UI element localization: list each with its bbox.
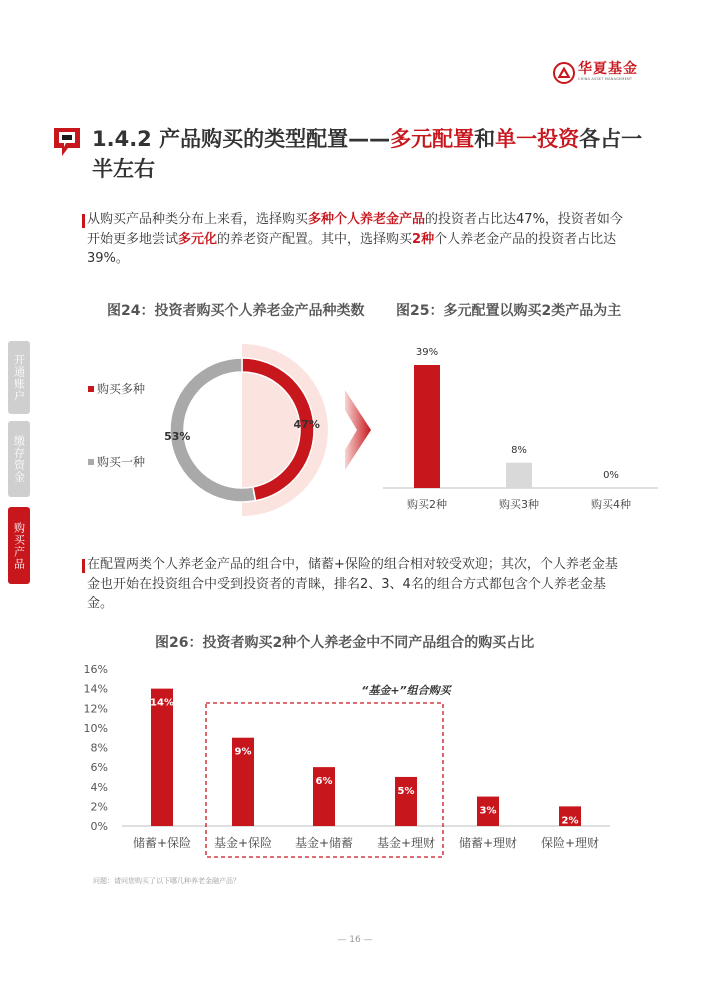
page-number: — 16 — bbox=[337, 935, 373, 945]
fig26-value-label-3: 5% bbox=[397, 785, 415, 797]
fig26-ytick-2: 4% bbox=[90, 780, 108, 794]
fig26-ytick-3: 6% bbox=[90, 761, 108, 775]
fig26-bar-0 bbox=[151, 689, 173, 826]
fig26-ytick-4: 8% bbox=[90, 741, 108, 755]
logo-subtext: CHINA ASSET MANAGEMENT bbox=[578, 77, 633, 81]
donut-label-1: 53% bbox=[164, 430, 191, 444]
fig25-category-label-1: 购买3种 bbox=[499, 498, 539, 511]
fig24-title: 图24：投资者购买个人养老金产品种类数 bbox=[107, 303, 365, 319]
fig26-ytick-1: 2% bbox=[90, 800, 108, 814]
legend-buy-multiple: 购买多种 bbox=[88, 380, 145, 397]
fig25-value-label-1: 8% bbox=[511, 444, 527, 456]
fig26-category-label-5: 保险+理财 bbox=[540, 836, 600, 850]
fig25-title: 图25：多元配置以购买2类产品为主 bbox=[396, 303, 622, 319]
fig26-value-label-4: 3% bbox=[479, 805, 497, 817]
fig26-category-label-2: 基金+储蓄 bbox=[294, 836, 354, 850]
logo-text: 华夏基金 bbox=[578, 61, 638, 77]
fig26-ytick-5: 10% bbox=[83, 721, 108, 735]
fig25-value-label-0: 39% bbox=[415, 347, 439, 358]
fig26-bar-chart bbox=[80, 660, 620, 860]
paragraph-marker bbox=[82, 214, 85, 228]
combination-paragraph: 在配置两类个人养老金产品的组合中，储蓄+保险的组合相对较受欢迎；其次，个人养老金基金也开始在投资组合中受到投资者的青睐，排名2、3、4名的组合方式都包含个人养老金基金。 bbox=[87, 557, 618, 611]
side-tab-buy-products[interactable]: 购买产品 bbox=[8, 507, 30, 584]
logo-triangle-icon bbox=[553, 62, 575, 84]
fig26-ytick-8: 16% bbox=[83, 663, 108, 676]
paragraph-marker bbox=[82, 559, 85, 573]
fig26-title: 图26：投资者购买2种个人养老金中不同产品组合的购买占比 bbox=[155, 635, 535, 651]
side-tab-open-account[interactable]: 开通账户 bbox=[8, 341, 30, 414]
intro-paragraph: 从购买产品种类分布上来看，选择购买多种个人养老金产品的投资者占比达47%，投资者如今开始更多地尝试多元化的养老资产配置。其中，选择购买2种个人养老金产品的投资者占比达39%。 bbox=[87, 212, 623, 266]
section-marker-icon bbox=[54, 128, 80, 158]
fig25-bar-0 bbox=[414, 365, 440, 488]
side-tab-deposit-funds[interactable]: 缴存资金 bbox=[8, 421, 30, 497]
footnote: 问题：请问您购买了以下哪几种养老金融产品？ bbox=[93, 877, 240, 885]
fig25-category-label-2: 购买4种 bbox=[591, 498, 631, 511]
fig26-group-annotation: “基金+”组合购买 bbox=[361, 684, 451, 697]
donut-label-0: 47% bbox=[293, 417, 320, 431]
section-title: 1.4.2 产品购买的类型配置——多元配置和单一投资各占一半左右 bbox=[92, 127, 643, 181]
fig25-category-label-0: 购买2种 bbox=[407, 498, 447, 511]
transition-arrow-icon bbox=[345, 390, 373, 470]
legend-buy-one: 购买一种 bbox=[88, 453, 145, 470]
fig26-category-label-3: 基金+理财 bbox=[376, 836, 436, 850]
fig26-ytick-6: 12% bbox=[83, 702, 108, 716]
fig25-bar-1 bbox=[506, 463, 532, 488]
fig26-value-label-5: 2% bbox=[561, 815, 579, 827]
fig26-bar-3 bbox=[395, 777, 417, 826]
fig26-value-label-1: 9% bbox=[234, 746, 252, 758]
fig26-category-label-0: 储蓄+保险 bbox=[132, 836, 192, 850]
fig26-value-label-2: 6% bbox=[315, 776, 333, 788]
fig25-value-label-2: 0% bbox=[603, 470, 619, 481]
fig26-ytick-7: 14% bbox=[83, 682, 108, 696]
fig25-bar-chart bbox=[380, 335, 670, 520]
fig26-category-label-1: 基金+保险 bbox=[213, 836, 273, 850]
company-logo bbox=[553, 62, 638, 84]
fig26-category-label-4: 储蓄+理财 bbox=[458, 836, 518, 850]
fig26-ytick-0: 0% bbox=[90, 820, 108, 833]
fig26-value-label-0: 14% bbox=[150, 697, 174, 709]
